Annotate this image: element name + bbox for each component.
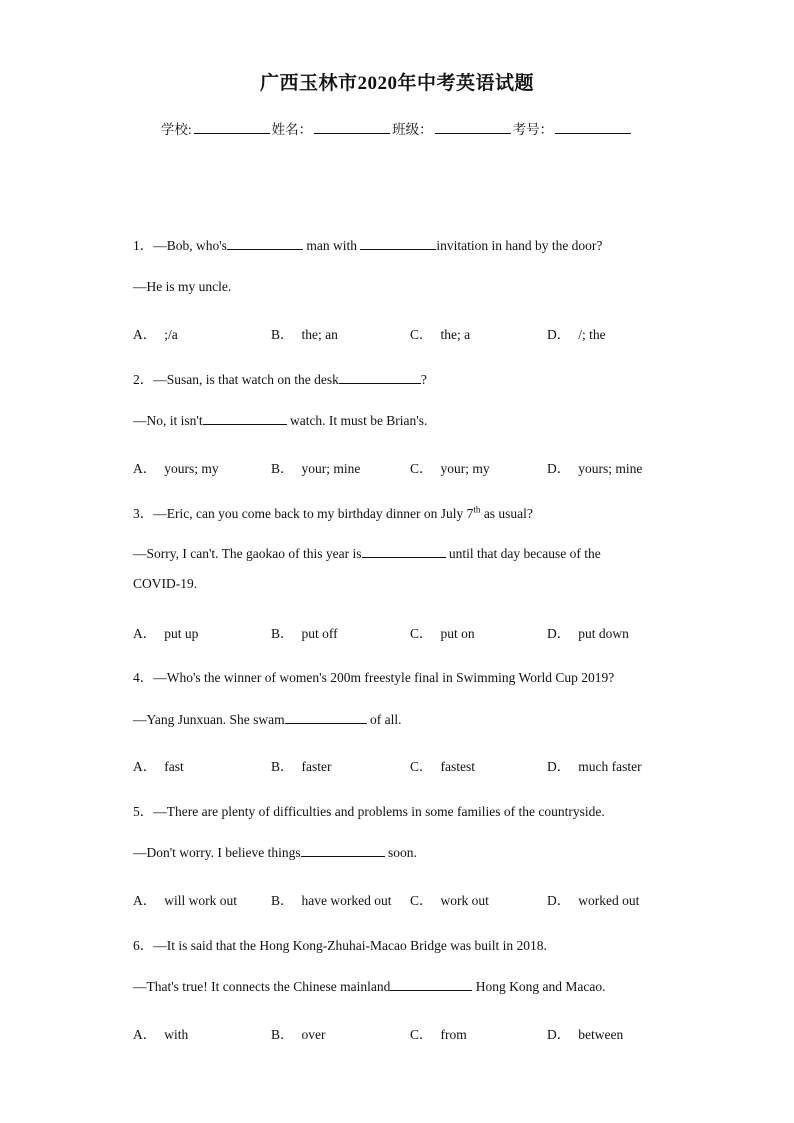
question-2-options	[133, 457, 653, 475]
option-d[interactable]: D． much faster	[547, 759, 642, 774]
option-b[interactable]: B． faster	[271, 759, 332, 774]
option-c[interactable]: C． the; a	[410, 327, 471, 342]
option-a[interactable]: A． ;/a	[133, 327, 178, 342]
blank[interactable]	[339, 371, 421, 384]
option-a[interactable]: A． will work out	[133, 893, 237, 908]
question-1-response: —He is my uncle.	[133, 279, 232, 294]
option-c[interactable]: C． work out	[410, 893, 489, 908]
option-b[interactable]: B． over	[271, 1027, 326, 1042]
question-5-response: —Don't worry. I believe things soon.	[133, 845, 417, 860]
question-6-response: —That's true! It connects the Chinese mainland Hong Kong and Macao.	[133, 979, 606, 994]
question-3-options	[133, 622, 653, 640]
blank[interactable]	[362, 545, 446, 558]
option-b[interactable]: B． your; mine	[271, 461, 361, 476]
class-label: 班级：	[392, 122, 433, 137]
id-blank[interactable]	[555, 121, 631, 134]
question-3-stem: 3．—Eric, can you come back to my birthday dinner on July 7th as usual?	[133, 504, 533, 521]
blank[interactable]	[301, 844, 385, 857]
page-title: 广西玉林市2020年中考英语试题	[259, 73, 534, 94]
option-b[interactable]: B． the; an	[271, 327, 338, 342]
question-5-stem: 5．—There are plenty of difficulties and problems in some families of the countryside.	[133, 804, 605, 819]
option-c[interactable]: C． from	[410, 1027, 467, 1042]
name-blank[interactable]	[314, 121, 390, 134]
question-4-stem: 4．—Who's the winner of women's 200m freestyle final in Swimming World Cup 2019?	[133, 670, 615, 685]
option-c[interactable]: C． your; my	[410, 461, 490, 476]
id-label: 考号：	[512, 122, 554, 137]
option-a[interactable]: A． fast	[133, 759, 184, 774]
option-d[interactable]: D． /; the	[547, 327, 606, 342]
option-d[interactable]: D． yours; mine	[547, 461, 643, 476]
option-b[interactable]: B． have worked out	[271, 893, 392, 908]
option-d[interactable]: D． worked out	[547, 893, 640, 908]
option-d[interactable]: D． put down	[547, 626, 629, 641]
class-blank[interactable]	[435, 121, 511, 134]
blank[interactable]	[285, 711, 367, 724]
question-2-stem: 2．—Susan, is that watch on the desk ?	[133, 372, 427, 387]
name-label: 姓名：	[271, 122, 313, 137]
option-b[interactable]: B． put off	[271, 626, 338, 641]
option-a[interactable]: A． put up	[133, 626, 199, 641]
option-a[interactable]: A． with	[133, 1027, 189, 1042]
question-6-options	[133, 1023, 653, 1041]
student-info-line	[0, 118, 794, 138]
blank[interactable]	[390, 978, 472, 991]
question-1-options	[133, 323, 653, 341]
option-a[interactable]: A． yours; my	[133, 461, 219, 476]
option-c[interactable]: C． fastest	[410, 759, 476, 774]
option-c[interactable]: C． put on	[410, 626, 475, 641]
question-1-stem: 1．—Bob, who's man with invitation in hand by the door?	[133, 238, 603, 253]
question-2-response: —No, it isn't watch. It must be Brian's.	[133, 413, 428, 428]
question-3-response: —Sorry, I can't. The gaokao of this year is until that day because of the COVID-19.	[133, 546, 601, 591]
question-5-options	[133, 889, 653, 907]
question-4-response: —Yang Junxuan. She swam of all.	[133, 712, 402, 727]
option-d[interactable]: D． between	[547, 1027, 624, 1042]
question-6-stem: 6．—It is said that the Hong Kong-Zhuhai-Macao Bridge was built in 2018.	[133, 938, 547, 953]
school-label: 学校:	[160, 122, 192, 137]
question-4-options	[133, 755, 653, 773]
blank[interactable]	[360, 237, 436, 250]
school-blank[interactable]	[194, 121, 270, 134]
blank[interactable]	[203, 412, 287, 425]
blank[interactable]	[227, 237, 303, 250]
